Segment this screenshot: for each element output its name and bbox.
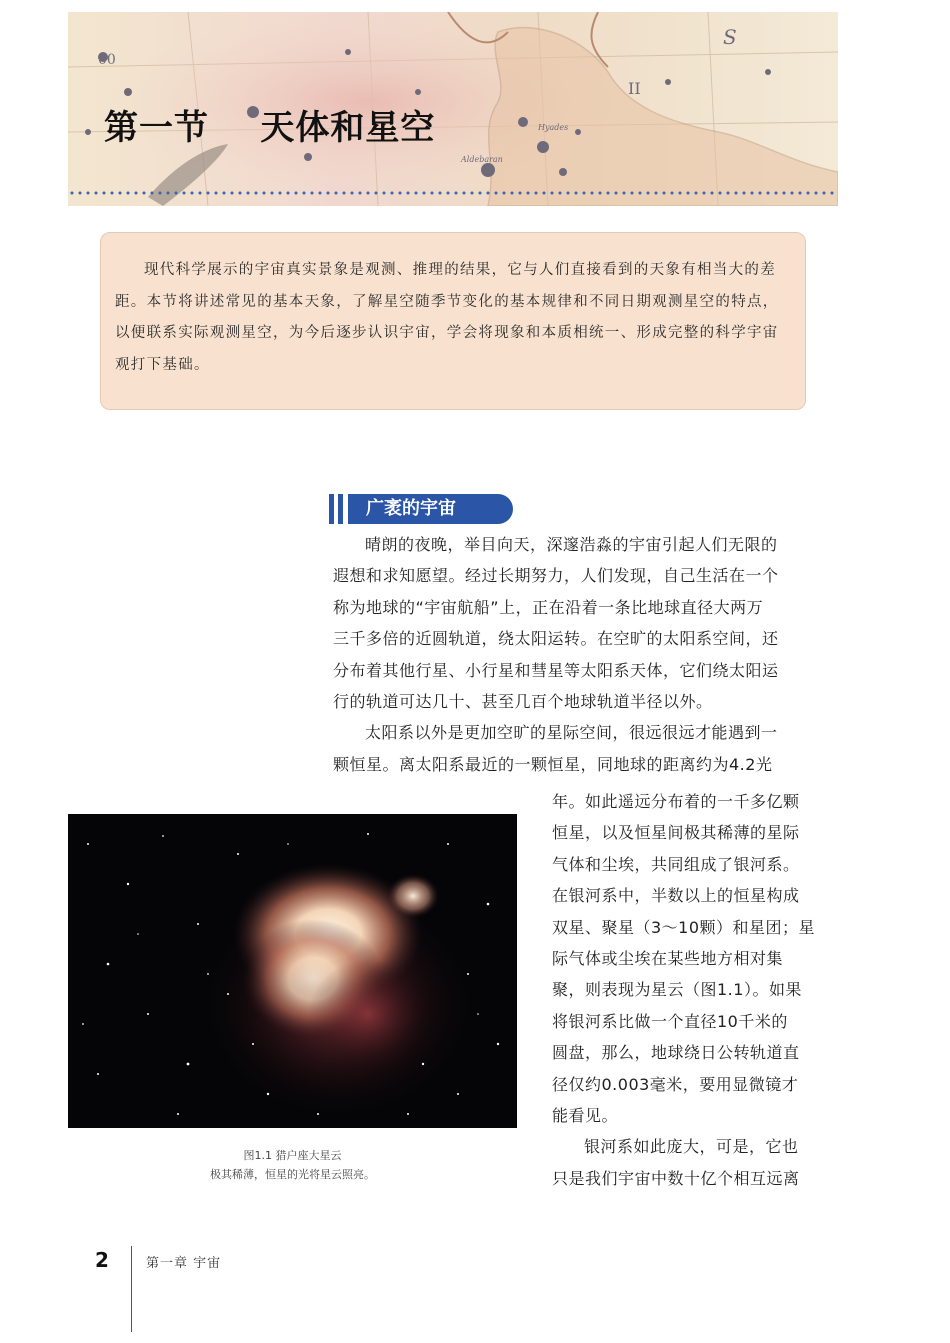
orion-nebula-photo	[68, 814, 517, 1128]
page-number: 2	[95, 1248, 109, 1272]
paragraph-2	[333, 717, 838, 780]
intro-box	[100, 232, 806, 410]
text-line: 晴朗的夜晚，举目向天，深邃浩淼的宇宙引起人们无限的	[365, 535, 778, 554]
text-line: 聚，则表现为星云（图1.1）。如果	[552, 980, 802, 1000]
text-line: 能看见。	[552, 1106, 619, 1126]
caption-description: 极其稀薄，恒星的光将星云照亮。	[210, 1168, 375, 1181]
text-line: 称为地球的“宇宙航船”上，正在沿着一条比地球直径大两万	[333, 597, 764, 617]
figure-caption	[68, 1146, 517, 1184]
text-line: 分布着其他行星、小行星和彗星等太阳系天体，它们绕太阳运	[333, 660, 779, 680]
body-text-side	[552, 786, 840, 1194]
map-label-s: S	[723, 25, 737, 49]
subsection-title: 广袤的宇宙	[348, 494, 513, 524]
paragraph-3	[552, 1131, 840, 1194]
text-line: 际气体或尘埃在某些地方相对集	[552, 949, 784, 969]
text-line: 将银河系比做一个直径10千米的	[552, 1011, 788, 1031]
text-line: 双星、聚星（3～10颗）和星团；星	[552, 917, 816, 937]
nebula-image	[68, 814, 517, 1128]
section-title: 第一节 天体和星空	[104, 108, 436, 148]
caption-title: 图1.1 猎户座大星云	[243, 1149, 342, 1162]
heading-bar	[338, 494, 343, 524]
chapter-label: 第一章 宇宙	[146, 1256, 222, 1271]
text-line: 行的轨道可达几十、甚至几百个地球轨道半径以外。	[333, 692, 713, 712]
map-label-hyades: Hyades	[538, 123, 569, 132]
map-label-ii: II	[628, 79, 641, 98]
paragraph-2-continued	[552, 786, 840, 1131]
dotted-divider	[68, 190, 838, 196]
text-line: 在银河系中，半数以上的恒星构成	[552, 886, 800, 906]
text-line: 遐想和求知愿望。经过长期努力，人们发现，自己生活在一个	[333, 566, 779, 586]
text-line: 三千多倍的近圆轨道，绕太阳运转。在空旷的太阳系空间，还	[333, 629, 779, 649]
text-line: 圆盘，那么，地球绕日公转轨道直	[552, 1043, 800, 1063]
text-line: 恒星，以及恒星间极其稀薄的星际	[552, 823, 800, 843]
map-label-00: 00	[98, 52, 116, 68]
map-label-aldebaran: Aldebaran	[461, 155, 503, 164]
heading-bar	[329, 494, 334, 524]
text-line: 年。如此遥远分布着的一千多亿颗	[552, 792, 800, 811]
text-line: 气体和尘埃，共同组成了银河系。	[552, 854, 800, 874]
intro-text: 现代科学展示的宇宙真实景象是观测、推理的结果，它与人们直接看到的天象有相当大的差距。本节将讲述常见的基本天象，了解星空随季节变化的基本规律和不同日期观测星空的特点，以便联系实际观测星空，为今后逐步认识宇宙，学会将现象和本质相统一、形成完整的科学宇宙观打下基础。	[115, 262, 779, 373]
text-line: 颗恒星。离太阳系最近的一颗恒星，同地球的距离约为4.2光	[333, 754, 773, 774]
text-line: 径仅约0.003毫米，要用显微镜才	[552, 1074, 799, 1094]
text-line: 太阳系以外是更加空旷的星际空间，很远很远才能遇到一	[365, 723, 778, 743]
paragraph-1	[333, 529, 838, 717]
text-line: 只是我们宇宙中数十亿个相互远离	[552, 1168, 800, 1188]
chapter-banner	[68, 12, 838, 206]
footer-divider	[131, 1246, 132, 1332]
text-line: 银河系如此庞大，可是，它也	[584, 1137, 799, 1157]
body-text-upper	[333, 529, 838, 780]
